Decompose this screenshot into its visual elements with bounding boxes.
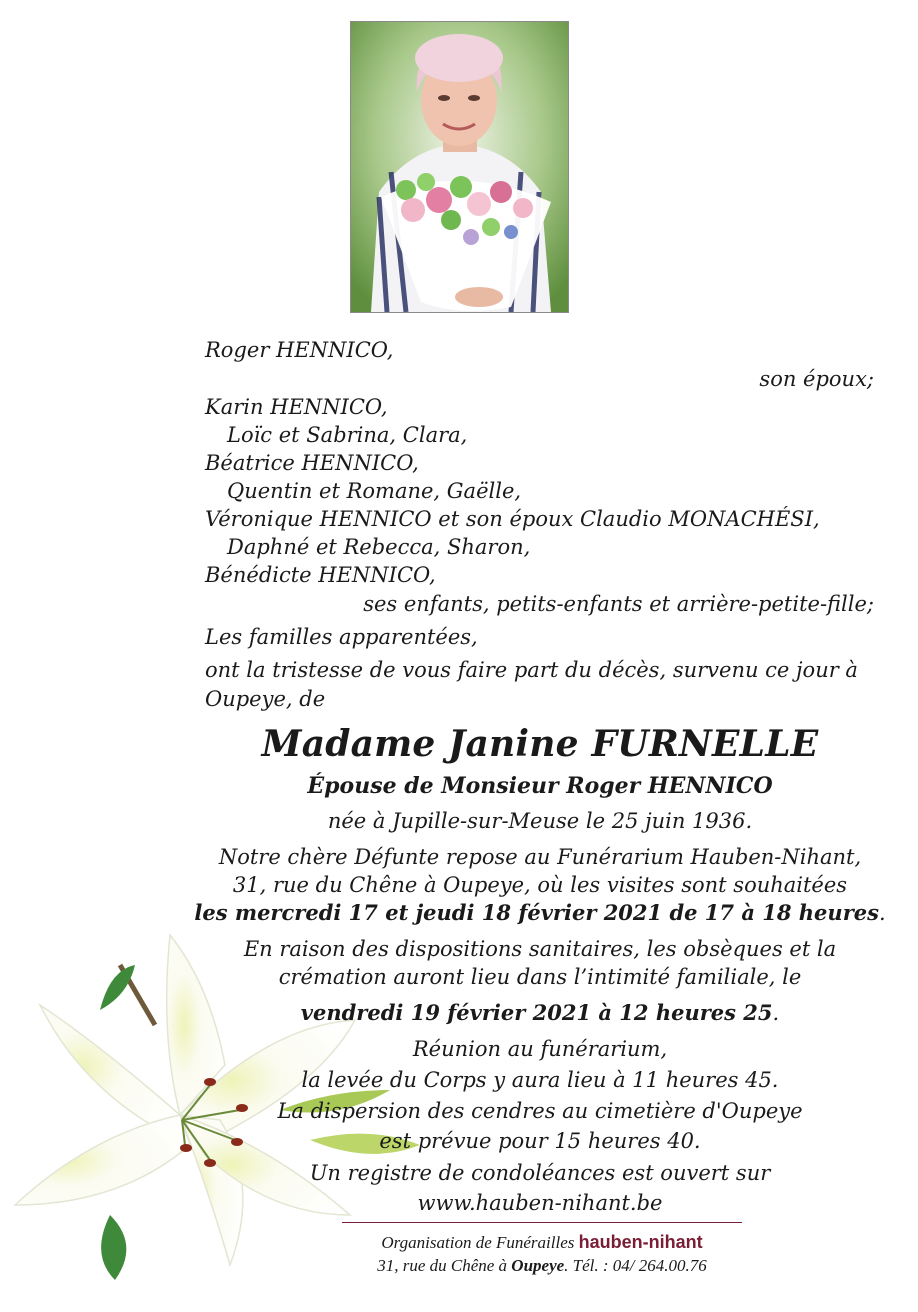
footer-address-suffix: . Tél. : 04/ 264.00.76 — [564, 1256, 707, 1275]
footer-address-city: Oupeye — [511, 1256, 565, 1275]
family-child-1: Karin HENNICO, — [205, 395, 388, 419]
ceremony-line-3: Réunion au funérarium, — [412, 1037, 668, 1061]
family-husband-role: son époux; — [759, 367, 874, 391]
family-child-3: Véronique HENNICO et son époux Claudio MONACHÉSI, — [205, 507, 820, 531]
ceremony-line-1: En raison des dispositions sanitaires, les obsèques et la — [243, 937, 837, 961]
deceased-name: Madame Janine FURNELLE — [261, 723, 819, 765]
ceremony-line-2: crémation auront lieu dans l’intimité familiale, le — [278, 965, 802, 989]
family-child-4: Bénédicte HENNICO, — [205, 563, 436, 587]
website-link[interactable]: www.hauben-nihant.be — [417, 1191, 663, 1215]
deceased-birth: née à Jupille-sur-Meuse le 25 juin 1936. — [327, 809, 753, 833]
family-children-role: ses enfants, petits-enfants et arrière-petite-fille; — [363, 592, 874, 616]
brand-logo: hauben-nihant — [578, 1232, 703, 1252]
footer-org-prefix: Organisation de Funérailles — [381, 1233, 579, 1252]
visits-line-1: Notre chère Défunte repose au Funérarium Hauben-Nihant, — [218, 845, 862, 869]
visits-dates-end: . — [878, 901, 886, 925]
announcement-line-1: ont la tristesse de vous faire part du décès, survenu ce jour à — [205, 658, 858, 682]
ceremony-line-5: La dispersion des cendres au cimetière d'Oupeye — [277, 1099, 803, 1123]
announcement-line-2: Oupeye, de — [205, 687, 326, 711]
portrait-photo — [350, 21, 569, 313]
ceremony-line-6: est prévue pour 15 heures 40. — [379, 1129, 701, 1153]
ceremony-line-7: Un registre de condoléances est ouvert sur — [309, 1161, 771, 1185]
family-child-2: Béatrice HENNICO, — [205, 451, 419, 475]
footer-organisation — [342, 1232, 742, 1253]
ceremony-date — [180, 999, 900, 1027]
family-grandchildren-2: Quentin et Romane, Gaëlle, — [227, 479, 522, 503]
footer-address — [342, 1256, 742, 1276]
family-grandchildren-1: Loïc et Sabrina, Clara, — [227, 423, 468, 447]
portrait-image — [351, 22, 568, 312]
ceremony-date-bold: vendredi 19 février 2021 à 12 heures 25 — [300, 1000, 773, 1025]
visits-dates — [180, 899, 900, 927]
family-relatives: Les familles apparentées, — [205, 625, 478, 649]
ceremony-line-4: la levée du Corps y aura lieu à 11 heures 45. — [301, 1068, 779, 1092]
visits-dates-bold: les mercredi 17 et jeudi 18 février 2021 de 17 à 18 heures — [194, 900, 879, 925]
ceremony-date-end: . — [772, 1001, 780, 1025]
visits-line-2: 31, rue du Chêne à Oupeye, où les visites sont souhaitées — [232, 873, 848, 897]
family-grandchildren-3: Daphné et Rebecca, Sharon, — [227, 535, 531, 559]
footer-divider — [342, 1222, 742, 1223]
deceased-spouse: Épouse de Monsieur Roger HENNICO — [307, 773, 773, 799]
footer-address-prefix: 31, rue du Chêne à — [377, 1256, 512, 1275]
family-husband: Roger HENNICO, — [205, 338, 394, 362]
